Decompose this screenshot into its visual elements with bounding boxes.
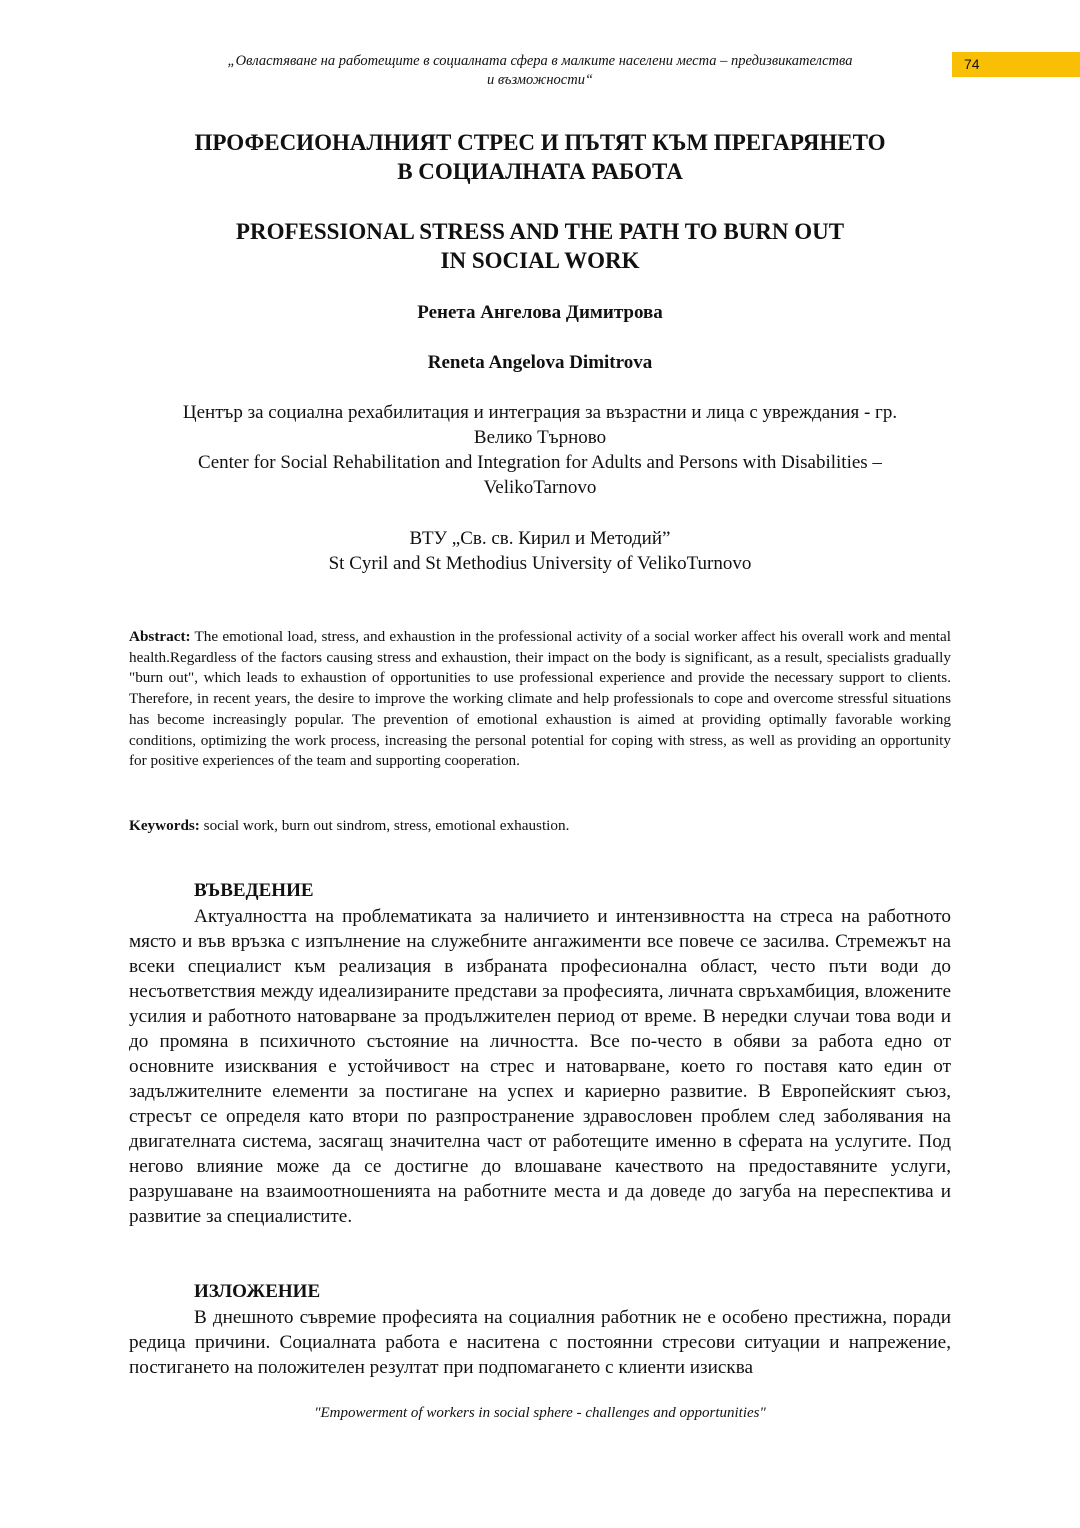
- title-en-line-1: PROFESSIONAL STRESS AND THE PATH TO BURN OUT: [235, 219, 845, 244]
- keywords-label: Keywords:: [129, 817, 200, 834]
- affiliation-university: [110, 526, 970, 576]
- title-english: [130, 217, 950, 275]
- abstract: [129, 627, 951, 772]
- author-name-en: Reneta Angelova Dimitrova: [427, 352, 653, 373]
- header-line-1: „Овластяване на работещите в социалната сфера в малките населени места – предизвикателства: [227, 53, 853, 69]
- exposition-paragraph: В днешното съвремие професията на социалния работник не е особено престижна, поради редица причини. Социалната работа е наситена с постоянни стресови ситуации и напрежение, постигането на положителен резултат при подпомагането с клиенти изисква: [129, 1307, 951, 1378]
- author-name-bg: Ренета Ангелова Димитрова: [417, 302, 663, 323]
- affiliation-center: [110, 400, 970, 500]
- affiliation-en-line-2: VelikoTarnovo: [483, 477, 597, 498]
- section-heading-exposition: ИЗЛОЖЕНИЕ: [194, 1281, 321, 1302]
- title-en-line-2: IN SOCIAL WORK: [440, 248, 640, 273]
- abstract-text: The emotional load, stress, and exhaustion in the professional activity of a social worker affect his overall work and mental health.Regardless of the factors causing stress and exhaustion, their impact on the body is significant, as a result, specialists gradually "burn out", which leads to exhaustion of opportunities to use professional experience and provide the necessary support to clients. Therefore, in recent years, the desire to improve the working climate and help professionals to cope and overcome stressful situations has become increasingly popular. The prevention of emotional exhaustion is aimed at providing optimally favorable working conditions, optimizing the work process, increasing the personal potential for coping with stress, as well as providing an opportunity for positive experiences of the team and supporting cooperation.: [129, 628, 951, 770]
- affiliation-bg-line-2: Велико Търново: [473, 427, 607, 448]
- title-bg-line-1: ПРОФЕСИОНАЛНИЯТ СТРЕС И ПЪТЯТ КЪМ ПРЕГАРЯНЕТО: [194, 130, 886, 155]
- running-footer: "Empowerment of workers in social sphere - challenges and opportunities": [314, 1405, 766, 1421]
- university-en: St Cyril and St Methodius University of VelikoTurnovo: [328, 553, 752, 574]
- intro-paragraph: Актуалността на проблематиката за наличието и интензивността на стреса на работното място и във връзка с изпълнение на служебните ангажименти все повече се засилва. Стремежът на всеки специалист към реализация в избраната професионална област, често пъти води до несъответствия между идеализираните представи за професията, личната свръхамбиция, вложените усилия и работното натоварване за продължителен период от време. В нередки случаи това води и до промяна в психичното състояние на личността. Все по-често в обяви за работа едно от основните изисквания е устойчивост на стрес и натоварване, което го поставя като един от задължителните елементи за постигане на успех и кариерно развитие. В Европейският съюз, стресът се определя като втори по разпространение здравословен проблем след заболявания на двигателната система, засягащ значителна част от работещите именно в сферата на услугите. Под негово влияние може да се достигне до влошаване качеството на предоставяните услуги, разрушаване на взаимоотношенията на работните места и да доведе до загуба на переспектива и развитие за специалистите.: [129, 906, 951, 1227]
- header-line-2: и възможности“: [486, 72, 594, 88]
- affiliation-bg-line-1: Център за социална рехабилитация и интеграция за възрастни и лица с увреждания - гр.: [182, 402, 898, 423]
- title-bg-line-2: В СОЦИАЛНАТА РАБОТА: [397, 159, 683, 184]
- university-bg: ВТУ „Св. св. Кирил и Методий”: [409, 528, 671, 549]
- affiliation-en-line-1: Center for Social Rehabilitation and Integration for Adults and Persons with Disabilities –: [198, 452, 882, 473]
- section-heading-intro: ВЪВЕДЕНИЕ: [194, 880, 314, 901]
- keywords: [129, 816, 951, 836]
- keywords-text: social work, burn out sindrom, stress, emotional exhaustion.: [203, 817, 570, 834]
- abstract-label: Abstract:: [129, 628, 191, 645]
- running-header: [140, 52, 940, 90]
- title-bulgarian: [130, 128, 950, 186]
- page-number-badge: 74: [952, 52, 1080, 77]
